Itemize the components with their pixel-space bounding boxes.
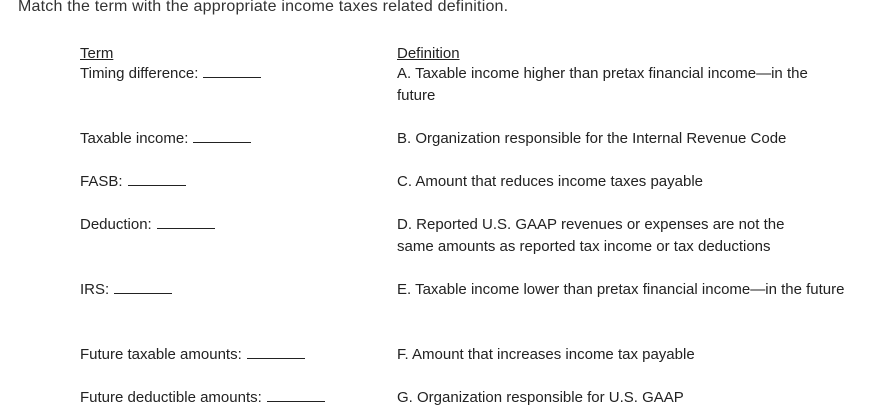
term-row [80, 346, 305, 363]
definition-item: B. Organization responsible for the Internal Revenue Code [397, 130, 787, 147]
definition-column-header: Definition [397, 45, 460, 62]
term-label: Timing difference: [80, 65, 199, 82]
definition-item: A. Taxable income higher than pretax financial income—in the future [397, 65, 808, 104]
definition-item: C. Amount that reduces income taxes payable [397, 173, 704, 190]
term-label: Deduction: [80, 216, 152, 233]
term-label: Taxable income: [80, 130, 189, 147]
term-row [80, 130, 251, 147]
answer-blank[interactable] [267, 400, 325, 402]
answer-blank[interactable] [203, 76, 261, 78]
answer-blank[interactable] [128, 184, 186, 186]
term-row [80, 216, 215, 233]
answer-blank[interactable] [157, 227, 215, 229]
answer-blank[interactable] [114, 292, 172, 294]
definition-item: E. Taxable income lower than pretax financial income—in the future [397, 281, 845, 298]
answer-blank[interactable] [247, 357, 305, 359]
definition-item: F. Amount that increases income tax payable [397, 346, 695, 363]
term-label: Future deductible amounts: [80, 389, 262, 406]
definition-item: D. Reported U.S. GAAP revenues or expenses are not the same amounts as reported tax income or tax deductions [397, 216, 785, 255]
term-row [80, 281, 172, 298]
term-label: IRS: [80, 281, 110, 298]
definition-item: G. Organization responsible for U.S. GAAP [397, 389, 684, 406]
term-row [80, 173, 186, 190]
answer-blank[interactable] [193, 141, 251, 143]
term-label: Future taxable amounts: [80, 346, 242, 363]
term-row [80, 65, 261, 82]
instruction-text: Match the term with the appropriate income taxes related definition. [18, 0, 509, 15]
term-column-header: Term [80, 45, 114, 62]
term-row [80, 389, 325, 406]
term-label: FASB: [80, 173, 123, 190]
